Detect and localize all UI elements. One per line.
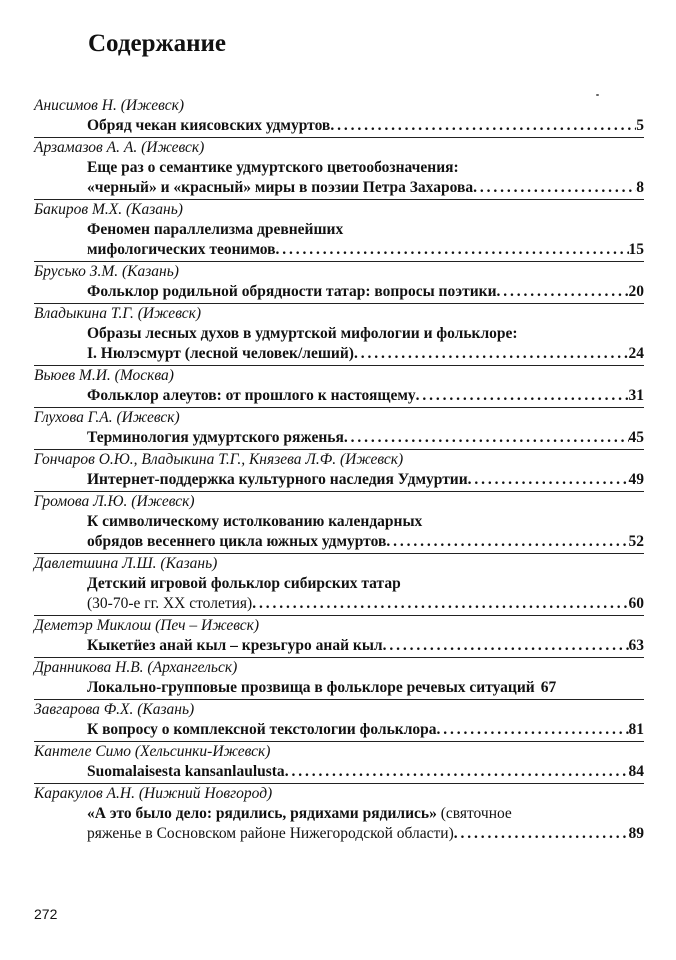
dot-leader <box>497 282 629 302</box>
toc-entry <box>34 138 644 200</box>
dot-leader <box>386 532 628 552</box>
toc-entry <box>34 366 644 408</box>
toc-entry <box>34 742 644 784</box>
toc-title-rest-part: (святочное <box>436 805 512 822</box>
toc-author: Кантеле Симо (Хельсинки-Ижевск) <box>34 743 271 760</box>
toc-title-text: мифологических теонимов <box>87 241 276 258</box>
dot-leader <box>285 762 629 782</box>
toc-author: Арзамазов А. А. (Ижевск) <box>34 139 205 156</box>
toc-author: Давлетшина Л.Ш. (Казань) <box>34 555 218 572</box>
toc-entry <box>34 408 644 450</box>
toc-entry <box>34 784 644 845</box>
table-of-contents <box>34 96 644 845</box>
toc-title-line-with-page <box>87 428 644 448</box>
toc-title-line-with-page <box>87 720 644 740</box>
toc-entry <box>34 616 644 658</box>
dot-leader <box>276 240 629 260</box>
toc-page-number: 20 <box>628 283 644 300</box>
dot-leader <box>354 344 629 364</box>
toc-page-number: 15 <box>628 241 644 258</box>
toc-title-text: К вопросу о комплексной текстологии фольклора <box>87 721 437 738</box>
toc-page-number: 45 <box>628 429 644 446</box>
toc-title-line <box>87 804 644 824</box>
toc-page-number: 5 <box>636 117 644 134</box>
toc-title-text: Локально-групповые прозвища в фольклоре речевых ситуаций <box>87 679 535 696</box>
toc-title-line-with-page <box>87 344 644 364</box>
toc-title-text: Терминология удмуртского ряженья <box>87 429 344 446</box>
toc-title-line-with-page <box>87 470 644 490</box>
toc-author: Владыкина Т.Г. (Ижевск) <box>34 305 202 322</box>
toc-title-text: Фольклор алеутов: от прошлого к настоящему <box>87 387 416 404</box>
toc-page-number: 24 <box>628 345 644 362</box>
toc-title-line: К символическому истолкованию календарных <box>87 513 423 530</box>
toc-author: Бакиров М.Х. (Казань) <box>34 201 183 218</box>
toc-title-line-with-page <box>87 282 644 302</box>
toc-author: Дранникова Н.В. (Архангельск) <box>34 659 238 676</box>
toc-title-line-with-page <box>87 678 644 698</box>
toc-author: Деметэр Миклош (Печ – Ижевск) <box>34 617 260 634</box>
toc-page-number: 63 <box>628 637 644 654</box>
toc-title-text: Фольклор родильной обрядности татар: вопросы поэтики <box>87 283 497 300</box>
toc-title-text: (30-70-е гг. XX столетия) <box>87 595 253 612</box>
toc-title-line: Феномен параллелизма древнейших <box>87 221 344 238</box>
toc-page-number: 81 <box>628 721 644 738</box>
toc-title-line-with-page <box>87 594 644 614</box>
toc-author: Анисимов Н. (Ижевск) <box>34 97 184 114</box>
toc-title-line: Образы лесных духов в удмуртской мифологии и фольклоре: <box>87 325 518 342</box>
toc-author: Вьюев М.И. (Москва) <box>34 367 174 384</box>
toc-title-line-with-page <box>87 116 644 136</box>
dot-leader <box>473 178 636 198</box>
toc-page-number: 49 <box>628 471 644 488</box>
toc-entry <box>34 492 644 554</box>
toc-page-number: 60 <box>628 595 644 612</box>
toc-entry <box>34 304 644 366</box>
toc-page-number: 52 <box>628 533 644 550</box>
toc-author: Глухова Г.А. (Ижевск) <box>34 409 180 426</box>
toc-title-line-with-page <box>87 636 644 656</box>
toc-title-text: «черный» и «красный» миры в поэзии Петра Захарова <box>87 179 474 196</box>
dot-leader <box>330 116 636 136</box>
toc-entry <box>34 262 644 304</box>
toc-title-line: Еще раз о семантике удмуртского цветообозначения: <box>87 159 459 176</box>
toc-title-line-with-page <box>87 240 644 260</box>
toc-entry <box>34 96 644 138</box>
toc-page-number: 31 <box>628 387 644 404</box>
toc-title-text: Кыкетӥез анай кыл – крезьгуро анай кыл <box>87 637 383 654</box>
toc-page-number: 84 <box>628 763 644 780</box>
toc-author: Брусько З.М. (Казань) <box>34 263 179 280</box>
toc-title-line-with-page <box>87 386 644 406</box>
toc-page-number: 8 <box>636 179 644 196</box>
toc-title-line-with-page <box>87 762 644 782</box>
toc-entry <box>34 658 644 700</box>
toc-page-number: 89 <box>628 825 644 842</box>
toc-title-text: обрядов весеннего цикла южных удмуртов <box>87 533 387 550</box>
dot-leader <box>416 386 629 406</box>
dot-leader <box>344 428 629 448</box>
toc-title-text: Интернет-поддержка культурного наследия Удмуртии <box>87 471 468 488</box>
toc-author: Громова Л.Ю. (Ижевск) <box>34 493 195 510</box>
dot-leader <box>468 470 629 490</box>
toc-entry <box>34 554 644 616</box>
toc-title-text: Suomalaisesta kansanlaulusta <box>87 763 285 780</box>
toc-title-line: Детский игровой фольклор сибирских татар <box>87 575 401 592</box>
page-number: 272 <box>34 906 58 922</box>
toc-title-bold-part: «А это было дело: рядились, рядихами рядились» <box>87 805 437 822</box>
toc-author: Завгарова Ф.Х. (Казань) <box>34 701 195 718</box>
toc-entry <box>34 200 644 262</box>
dot-leader <box>383 636 629 656</box>
toc-author: Гончаров О.Ю., Владыкина Т.Г., Князева Л.Ф. (Ижевск) <box>34 451 404 468</box>
toc-page-number: 67 <box>540 679 557 696</box>
toc-author: Каракулов А.Н. (Нижний Новгород) <box>34 785 273 802</box>
toc-entry <box>34 450 644 492</box>
toc-title-line-with-page <box>87 178 644 198</box>
toc-title-line-with-page <box>87 824 644 844</box>
dot-leader <box>437 720 629 740</box>
dot-leader <box>454 824 629 844</box>
toc-title-text: Обряд чекан киясовских удмуртов <box>87 117 331 134</box>
dot-leader <box>252 594 628 614</box>
toc-title-text: ряженье в Сосновском районе Нижегородской области) <box>87 825 454 842</box>
toc-title-line-with-page <box>87 532 644 552</box>
page-title: Содержание <box>88 30 227 57</box>
toc-title-text: I. Нюлэсмурт (лесной человек/леший) <box>87 345 354 362</box>
toc-entry <box>34 700 644 742</box>
